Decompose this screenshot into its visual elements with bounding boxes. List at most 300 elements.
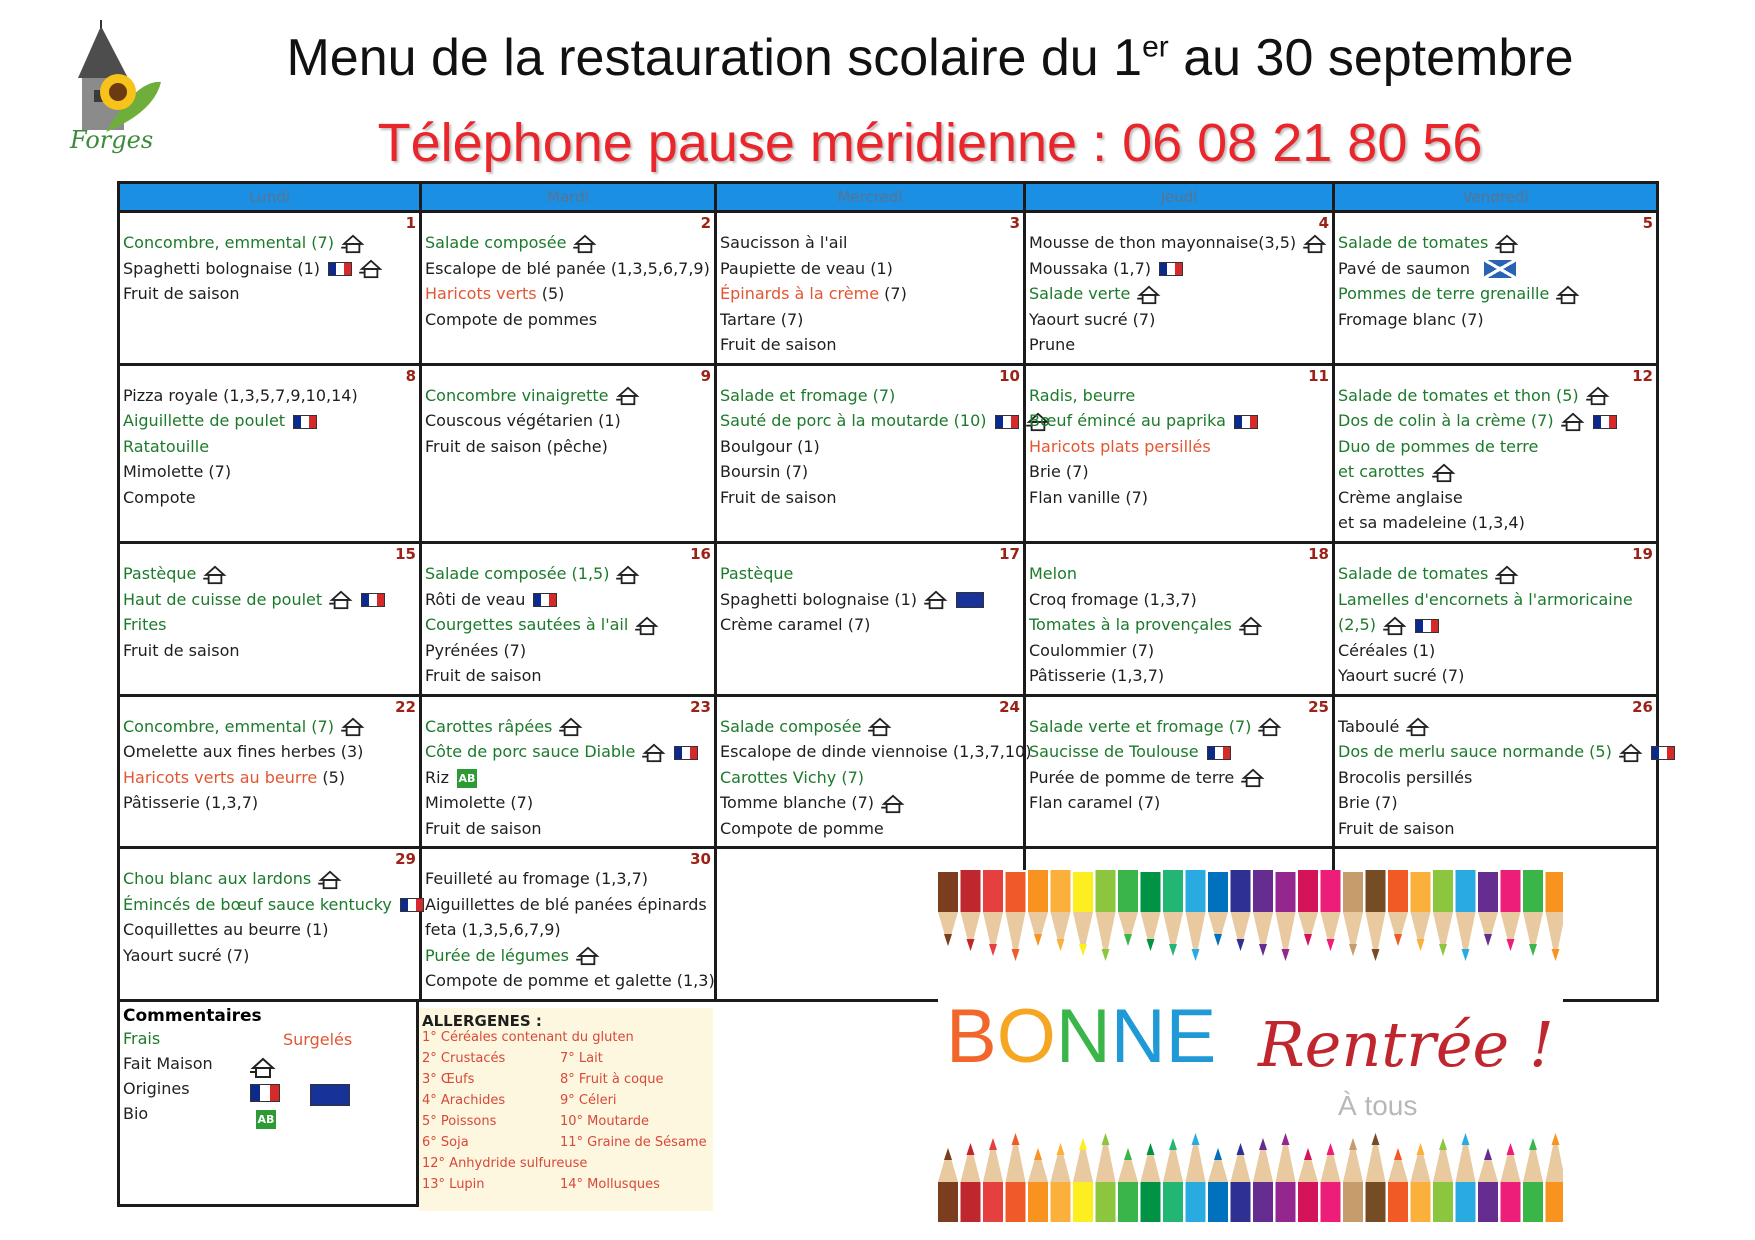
dish-label: Salade composée <box>425 233 567 252</box>
dish-label: Épinards à la crème <box>720 284 880 303</box>
day-cell <box>1025 695 1334 848</box>
fait-maison-icon <box>359 259 383 279</box>
dish-item <box>1029 663 1330 689</box>
dish-label: Fruit de saison <box>425 666 542 686</box>
rentree-text: Rentrée ! <box>1258 1008 1554 1081</box>
pencil-lead <box>1237 1143 1245 1155</box>
fait-maison-icon <box>329 590 353 610</box>
pencil-body <box>1366 870 1386 912</box>
dish-item <box>123 459 417 485</box>
pencil-body <box>1388 1182 1408 1222</box>
pencil-body <box>1051 1182 1071 1222</box>
fait-maison-icon <box>573 234 597 254</box>
dish-label: Fruit de saison <box>425 818 542 838</box>
pencil-body <box>1096 870 1116 912</box>
dish-label: Spaghetti bolognaise (1) <box>720 589 917 609</box>
pencil-lead <box>1282 1133 1290 1145</box>
fait-maison-icon <box>318 870 342 890</box>
dish-item <box>720 714 1021 740</box>
dish-item <box>720 307 1021 333</box>
pencil-body <box>1343 872 1363 912</box>
allergene-row <box>422 1135 710 1156</box>
dish-item <box>1029 714 1330 740</box>
allergene-row <box>422 1114 710 1135</box>
dish-label: Yaourt sucré (7) <box>1338 666 1465 686</box>
pencil-body <box>1433 870 1453 912</box>
pencil-lead <box>1034 1148 1042 1160</box>
pencil-lead <box>1057 939 1065 951</box>
fait-maison-icon <box>1495 565 1519 585</box>
dish-item <box>1338 612 1654 638</box>
dish-label: Melon <box>1029 564 1078 584</box>
dish-item <box>1338 765 1654 791</box>
pencil-lead <box>1552 1133 1560 1145</box>
dish-item <box>1029 790 1330 816</box>
allergene-item: 10° Moutarde <box>560 1114 650 1129</box>
fait-maison-icon <box>1619 743 1643 763</box>
pencil-lead <box>1237 939 1245 951</box>
fait-maison-icon <box>203 565 227 585</box>
pencil-lead <box>1462 1133 1470 1145</box>
bio-ab-icon: AB <box>457 769 477 788</box>
dish-label: Pommes de terre grenaille <box>1338 284 1550 303</box>
dish-label: Concombre, emmental (7) <box>123 716 334 736</box>
day-number: 22 <box>395 697 416 716</box>
dish-label: Dos de merlu sauce normande (5) <box>1338 742 1612 762</box>
pencil-body <box>1231 870 1251 912</box>
dish-item <box>123 383 417 409</box>
day-number: 10 <box>999 366 1020 385</box>
fait-maison-icon <box>1432 463 1456 483</box>
pencil-lead <box>1304 934 1312 946</box>
dish-item <box>123 230 417 256</box>
dish-label: Frites <box>123 615 167 635</box>
dish-item <box>425 408 712 434</box>
dish-label: Yaourt sucré (7) <box>123 945 250 965</box>
dish-item <box>425 281 712 307</box>
dish-label: Fruit de saison <box>720 335 837 354</box>
pencil-body <box>1411 872 1431 912</box>
dish-label: Compote <box>123 487 196 507</box>
dish-label: Carottes râpées <box>425 716 553 736</box>
dish-label: Céréales (1) <box>1338 640 1436 660</box>
dish-label: Aiguillettes de blé panées épinards <box>425 894 707 914</box>
pencil-lead <box>1484 1148 1492 1160</box>
dish-label: Salade de tomates <box>1338 564 1489 584</box>
pencil-body <box>1006 872 1026 912</box>
dish-label: Mimolette (7) <box>123 462 232 482</box>
pencil-lead <box>989 944 997 956</box>
dish-label: Prune <box>1029 335 1076 354</box>
pencil-body <box>1478 1182 1498 1222</box>
pencil-body <box>1231 1182 1251 1222</box>
dish-label: Croq fromage (1,3,7) <box>1029 589 1197 609</box>
dish-item <box>1029 230 1330 256</box>
dish-label: Fromage blanc (7) <box>1338 309 1484 329</box>
week-row <box>119 543 1658 696</box>
day-number: 2 <box>700 214 711 232</box>
pencil-lead <box>1214 1148 1222 1160</box>
dish-item <box>425 917 712 943</box>
pencil-lead <box>1192 1133 1200 1145</box>
dish-item <box>1338 714 1654 740</box>
dish-item <box>123 866 417 892</box>
pencil-body <box>1253 870 1273 912</box>
dish-item <box>1338 307 1654 333</box>
dish-label: Mimolette (7) <box>425 793 534 813</box>
dish-label: Pyrénées (7) <box>425 640 527 660</box>
allergenes-title: ALLERGENES : <box>422 1012 542 1030</box>
dish-item <box>425 968 715 994</box>
day-cell <box>1025 364 1334 543</box>
day-header-lundi: Lundi <box>119 183 421 212</box>
dish-item <box>1029 383 1330 409</box>
day-cell <box>421 212 716 365</box>
bio-ab-icon: AB <box>256 1110 276 1129</box>
dish-item <box>720 561 1021 587</box>
france-flag-icon <box>1207 746 1231 760</box>
dish-item <box>1338 790 1654 816</box>
dish-label: Tartare (7) <box>720 309 804 329</box>
allergene-row <box>422 1051 710 1072</box>
dish-item <box>720 230 1021 256</box>
dish-item <box>123 892 417 918</box>
pencil-body <box>1096 1182 1116 1222</box>
pencil-lead <box>1394 934 1402 946</box>
dish-item <box>1338 663 1654 689</box>
pencil-body <box>1118 1182 1138 1222</box>
dish-label: Boursin (7) <box>720 462 809 482</box>
dish-label: Haricots plats persillés <box>1029 436 1211 456</box>
france-flag-icon <box>250 1084 280 1102</box>
dish-label: Feuilleté au fromage (1,3,7) <box>425 869 649 889</box>
fait-maison-icon <box>1239 616 1263 636</box>
phone-line: Téléphone pause méridienne : 06 08 21 80 56 <box>377 113 1483 173</box>
dish-label: Pâtisserie (1,3,7) <box>123 793 259 813</box>
dish-label: Rôti de veau <box>425 589 526 609</box>
dish-label: Haut de cuisse de poulet <box>123 589 323 609</box>
france-flag-icon <box>995 415 1019 429</box>
dish-item <box>720 816 1021 842</box>
dish-item <box>1029 485 1330 511</box>
pencil-body <box>938 1182 958 1222</box>
dish-item <box>1338 816 1654 842</box>
pencil-body <box>1456 1182 1476 1222</box>
dish-label: Purée de pomme de terre <box>1029 767 1235 787</box>
bonne-rentree-image <box>938 870 1563 1222</box>
pencil-lead <box>1529 944 1537 956</box>
day-cell <box>1334 364 1658 543</box>
dish-item <box>123 587 417 613</box>
dish-label: Paupiette de veau (1) <box>720 258 893 278</box>
france-flag-icon <box>328 262 352 276</box>
dish-label: Coquillettes au beurre (1) <box>123 920 329 940</box>
dish-label: Salade verte et fromage (7) <box>1029 716 1252 736</box>
fait-maison-icon <box>1258 717 1282 737</box>
allergene-item: 5° Poissons <box>422 1114 497 1129</box>
dish-item <box>123 917 417 943</box>
pencil-lead <box>1462 949 1470 961</box>
pencil-lead <box>1012 949 1020 961</box>
pencil-body <box>1028 1182 1048 1222</box>
pencil-lead <box>1282 949 1290 961</box>
day-cell <box>421 364 716 543</box>
dish-item <box>123 256 417 282</box>
day-number: 19 <box>1632 545 1653 564</box>
pencil-body <box>1051 870 1071 912</box>
pencil-body <box>1433 1182 1453 1222</box>
day-cell <box>119 848 421 1001</box>
dish-item <box>1338 739 1654 765</box>
dish-label: Escalope de dinde viennoise (1,3,7,10) <box>720 742 1032 762</box>
eu-flag-icon <box>310 1084 350 1106</box>
dish-label: Salade verte <box>1029 284 1131 303</box>
pencil-body <box>1028 870 1048 912</box>
dish-label: Radis, beurre <box>1029 385 1136 405</box>
dish-label: Pastèque <box>123 564 197 584</box>
dish-label: Fruit de saison <box>123 284 240 303</box>
dish-label: Pâtisserie (1,3,7) <box>1029 666 1165 686</box>
day-number: 26 <box>1632 697 1653 716</box>
pencil-lead <box>1169 1138 1177 1150</box>
day-number: 30 <box>690 850 711 869</box>
france-flag-icon <box>1234 415 1258 429</box>
fait-maison-icon <box>616 386 640 406</box>
fait-maison-icon <box>1495 234 1519 254</box>
dish-item <box>1338 383 1654 409</box>
pencil-body <box>1321 1182 1341 1222</box>
pencil-lead <box>1034 934 1042 946</box>
pencil-lead <box>1417 1143 1425 1155</box>
dish-label: Saucisson à l'ail <box>720 233 848 252</box>
dish-item <box>1338 485 1654 511</box>
dish-label: Brocolis persillés <box>1338 767 1473 787</box>
dish-label: Brie (7) <box>1029 462 1089 482</box>
days-header-row <box>119 183 1658 212</box>
fait-maison-icon <box>1586 386 1610 406</box>
dish-label: Haricots verts <box>425 284 537 303</box>
pencil-body <box>1343 1182 1363 1222</box>
pencil-body <box>1073 1182 1093 1222</box>
dish-item <box>1338 587 1654 613</box>
pencil-lead <box>1124 1148 1132 1160</box>
dish-item <box>1338 459 1654 485</box>
dish-item <box>123 612 417 638</box>
day-number: 1 <box>405 214 416 232</box>
logo-text: Forges <box>70 126 154 154</box>
pencil-lead <box>1102 949 1110 961</box>
pencil-lead <box>1484 934 1492 946</box>
dish-item <box>720 256 1021 282</box>
dish-item <box>720 790 1021 816</box>
fait-maison-icon <box>1137 285 1161 305</box>
pencil-body <box>1298 870 1318 912</box>
dish-label: Flan vanille (7) <box>1029 487 1149 507</box>
day-cell <box>1025 543 1334 696</box>
dish-label: Dos de colin à la crème (7) <box>1338 411 1554 431</box>
dish-item <box>425 816 712 842</box>
dish-label: Côte de porc sauce Diable <box>425 742 636 762</box>
dish-item <box>1338 434 1654 460</box>
eu-flag-icon <box>956 592 984 608</box>
fait-maison-icon <box>881 794 905 814</box>
fait-maison-icon <box>1241 768 1265 788</box>
dish-item <box>720 739 1032 765</box>
allergene-item: 3° Œufs <box>422 1072 475 1087</box>
dish-label: et sa madeleine (1,3,4) <box>1338 513 1525 533</box>
day-header-mardi: Mardi <box>421 183 716 212</box>
fait-maison-icon <box>1556 285 1580 305</box>
dish-label: Pastèque <box>720 564 794 584</box>
pencil-lead <box>1507 939 1515 951</box>
pencil-lead <box>1147 1143 1155 1155</box>
pencil-body <box>983 870 1003 912</box>
pencil-lead <box>1102 1133 1110 1145</box>
dish-label: Compote de pomme et galette (1,3) <box>425 971 715 991</box>
pencil-body <box>1186 1182 1206 1222</box>
legend-fait-maison: Fait Maison <box>123 1054 213 1073</box>
dish-item <box>1338 638 1654 664</box>
dish-label: Salade de tomates et thon (5) <box>1338 385 1579 405</box>
france-flag-icon <box>293 415 317 429</box>
pencil-lead <box>1439 1138 1447 1150</box>
comments-legend <box>117 1002 419 1207</box>
day-cell <box>421 695 716 848</box>
pencil-lead <box>1259 1138 1267 1150</box>
legend-frais: Frais <box>123 1029 161 1048</box>
pencil-lead <box>1304 1148 1312 1160</box>
day-header-mercredi: Mercredi <box>716 183 1025 212</box>
day-header-vendredi: Vendredi <box>1334 183 1658 212</box>
fait-maison-icon <box>341 717 365 737</box>
pencil-lead <box>1124 934 1132 946</box>
dish-label: Duo de pommes de terre <box>1338 436 1539 456</box>
day-number: 24 <box>999 697 1020 716</box>
dish-label: Salade de tomates <box>1338 233 1489 252</box>
france-flag-icon <box>361 593 385 607</box>
day-cell <box>1025 212 1334 365</box>
week-row <box>119 695 1658 848</box>
allergene-item: 4° Arachides <box>422 1093 506 1108</box>
pencil-lead <box>1552 949 1560 961</box>
fait-maison-icon <box>1406 717 1430 737</box>
pencil-body <box>1411 1182 1431 1222</box>
allergene-item: 14° Mollusques <box>560 1177 660 1192</box>
dish-label: Mousse de thon mayonnaise(3,5) <box>1029 233 1297 252</box>
allergene-row <box>422 1177 710 1198</box>
dish-suffix: (5) <box>317 767 346 787</box>
dish-label: et carottes <box>1338 462 1425 482</box>
pencil-body <box>1208 872 1228 912</box>
dish-item <box>1029 459 1330 485</box>
allergenes-box <box>419 1008 713 1211</box>
fait-maison-icon <box>868 717 892 737</box>
dish-item <box>1029 765 1330 791</box>
fait-maison-icon <box>616 565 640 585</box>
day-number: 5 <box>1642 214 1653 232</box>
dish-item <box>123 281 417 307</box>
pencil-lead <box>1394 1148 1402 1160</box>
dish-item <box>1338 281 1654 307</box>
scotland-flag-icon <box>1484 260 1516 278</box>
france-flag-icon <box>1593 415 1617 429</box>
forges-logo <box>66 20 176 170</box>
dish-item <box>1029 408 1330 434</box>
dish-label: Carottes Vichy (7) <box>720 767 864 787</box>
pencil-lead <box>1529 1138 1537 1150</box>
pencil-body <box>1208 1182 1228 1222</box>
dish-item <box>425 790 712 816</box>
day-cell <box>421 848 716 1001</box>
day-cell <box>1334 212 1658 365</box>
day-cell <box>119 364 421 543</box>
pencil-body <box>1298 1182 1318 1222</box>
dish-label: Escalope de blé panée (1,3,5,6,7,9) <box>425 258 710 278</box>
dish-label: Chou blanc aux lardons <box>123 869 312 889</box>
pencil-body <box>1118 870 1138 912</box>
pencil-lead <box>1079 944 1087 956</box>
dish-label: Ratatouille <box>123 436 210 456</box>
pencil-lead <box>1147 939 1155 951</box>
dish-label: Pizza royale (1,3,5,7,9,10,14) <box>123 385 358 405</box>
day-number: 29 <box>395 850 416 869</box>
day-number: 9 <box>700 366 711 385</box>
pencil-lead <box>989 1138 997 1150</box>
dish-label: Salade et fromage (7) <box>720 385 896 405</box>
dish-item <box>123 434 417 460</box>
dish-item <box>425 307 712 333</box>
bonne-text: BONNE <box>946 994 1217 1079</box>
fait-maison-icon <box>576 946 600 966</box>
dish-item <box>123 485 417 511</box>
dish-item <box>1029 739 1330 765</box>
dish-label: Flan caramel (7) <box>1029 793 1161 813</box>
dish-item <box>1338 408 1654 434</box>
pencil-body <box>1478 872 1498 912</box>
week-row <box>119 212 1658 365</box>
dish-item <box>425 892 712 918</box>
allergene-row <box>422 1072 710 1093</box>
dish-label: Émincés de bœuf sauce kentucky <box>123 894 392 914</box>
dish-item <box>425 434 712 460</box>
day-number: 12 <box>1632 366 1653 385</box>
pencil-body <box>938 872 958 912</box>
dish-item <box>1338 256 1654 282</box>
pencil-body <box>961 1182 981 1222</box>
pencil-body <box>1523 1182 1543 1222</box>
dish-item <box>1338 510 1654 536</box>
dish-item <box>425 256 712 282</box>
dish-item <box>425 866 712 892</box>
pencil-lead <box>1372 949 1380 961</box>
day-cell <box>716 695 1032 848</box>
pencil-body <box>1141 1182 1161 1222</box>
dish-item <box>123 790 417 816</box>
dish-item <box>123 408 417 434</box>
fait-maison-icon <box>1561 412 1585 432</box>
allergene-item: 11° Graine de Sésame <box>560 1135 707 1150</box>
dish-item <box>425 587 712 613</box>
pencil-body <box>1163 1182 1183 1222</box>
pencil-lead <box>1012 1133 1020 1145</box>
fait-maison-icon <box>1383 616 1407 636</box>
dish-label: Omelette aux fines herbes (3) <box>123 742 364 762</box>
allergene-item: 8° Fruit à coque <box>560 1072 664 1087</box>
day-number: 11 <box>1308 366 1329 385</box>
fait-maison-icon <box>1303 234 1327 254</box>
pencil-lead <box>967 939 975 951</box>
pencil-body <box>1321 870 1341 912</box>
